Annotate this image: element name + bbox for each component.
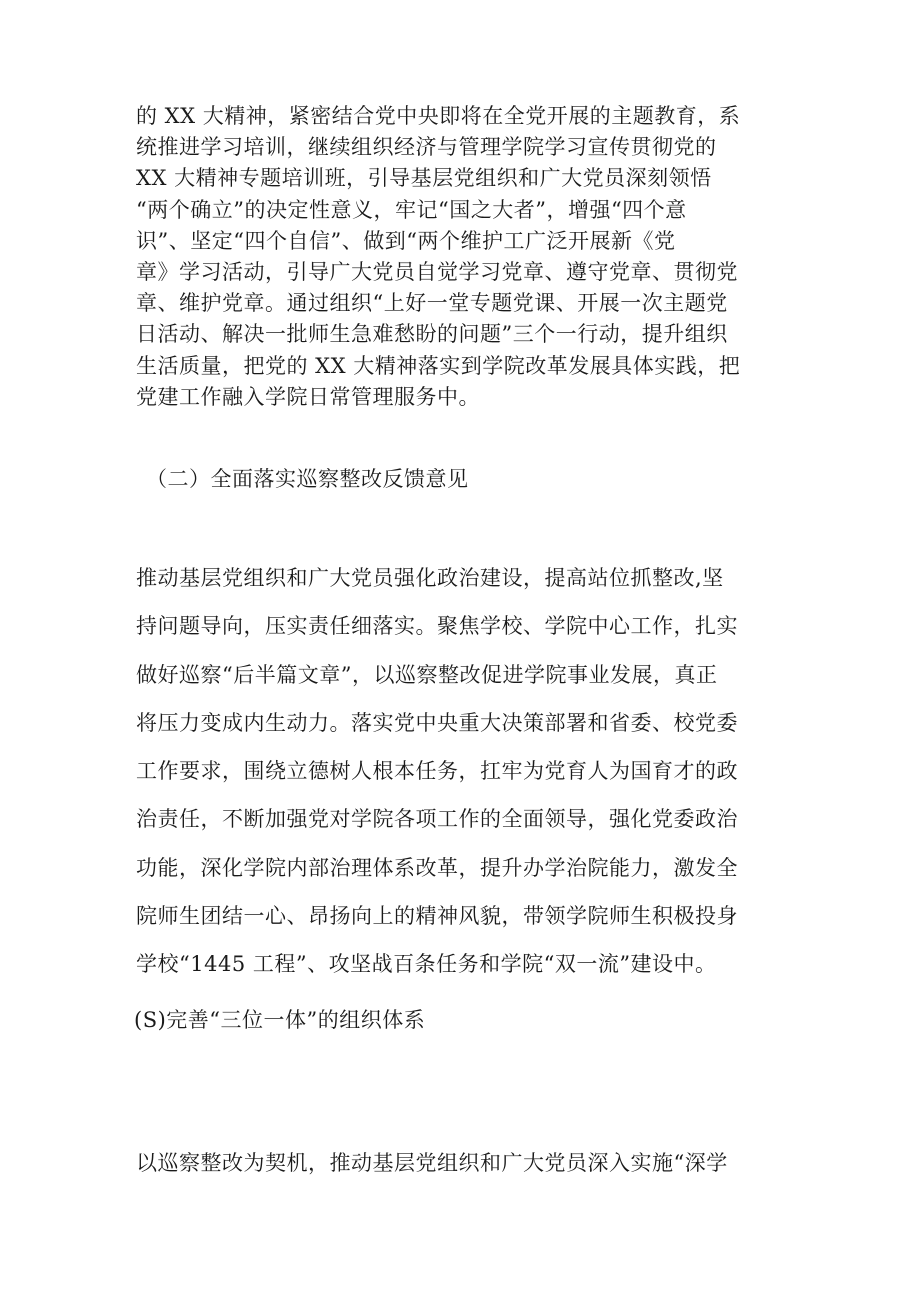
text-line: 识”、坚定“四个自信”、做到“两个维护工广泛开展新《党 — [136, 228, 676, 253]
paragraph-deep-study — [136, 1144, 786, 1182]
section-heading-organization-system — [134, 1001, 784, 1039]
paragraph-xx-spirit-study — [136, 101, 786, 413]
text-line: 章、维护党章。通过组织“上好一堂专题党课、开展一次主题党 — [136, 291, 728, 316]
text-line: 工作要求，围绕立德树人根本任务，扛牢为党育人为国育才的政 — [136, 759, 738, 784]
heading-text: （二）全面落实巡察整改反馈意见 — [146, 467, 469, 491]
text-line: 章》学习活动，引导广大党员自觉学习党章、遵守党章、贯彻党 — [136, 259, 738, 284]
text-line: “两个确立”的决定性意义，牢记“国之大者”，增强“四个意 — [136, 197, 687, 222]
heading-text: (S)完善“三位一体”的组织体系 — [134, 1008, 426, 1032]
text-line: 的 XX 大精神，紧密结合党中央即将在全党开展的主题教育，系 — [136, 104, 741, 128]
text-line: 学校“1445 工程”、攻坚战百条任务和学院“双一流”建设中。 — [136, 952, 717, 977]
text-line: 党建工作融入学院日常管理服务中。 — [136, 384, 480, 409]
text-line: 生活质量，把党的 XX 大精神落实到学院改革发展具体实践，把 — [136, 353, 741, 378]
text-line: 院师生团结一心、昂扬向上的精神风貌，带领学院师生积极投身 — [136, 904, 738, 929]
text-line: 将压力变成内生动力。落实党中央重大决策部署和省委、校党委 — [136, 710, 738, 735]
paragraph-inspection-rectification — [136, 554, 786, 989]
text-line: 以巡察整改为契机，推动基层党组织和广大党员深入实施“深学 — [136, 1151, 728, 1175]
text-line: XX 大精神专题培训班，引导基层党组织和广大党员深刻领悟 — [136, 166, 712, 191]
text-line: 做好巡察“后半篇文章”，以巡察整改促进学院事业发展，真正 — [136, 662, 718, 687]
text-line: 治责任，不断加强党对学院各项工作的全面领导，强化党委政治 — [136, 807, 738, 832]
section-heading-inspection-rectification — [146, 460, 796, 498]
text-line: 功能，深化学院内部治理体系改革，提升办学治院能力，激发全 — [136, 855, 738, 880]
text-line: 推动基层党组织和广大党员强化政治建设，提高站位抓整改,坚 — [136, 566, 724, 590]
text-line: 统推进学习培训，继续组织经济与管理学院学习宣传贯彻党的 — [136, 135, 717, 160]
text-line: 持问题导向，压实责任细落实。聚焦学校、学院中心工作，扎实 — [136, 614, 738, 639]
text-line: 日活动、解决一批师生急难愁盼的问题”三个一行动，提升组织 — [136, 322, 728, 347]
